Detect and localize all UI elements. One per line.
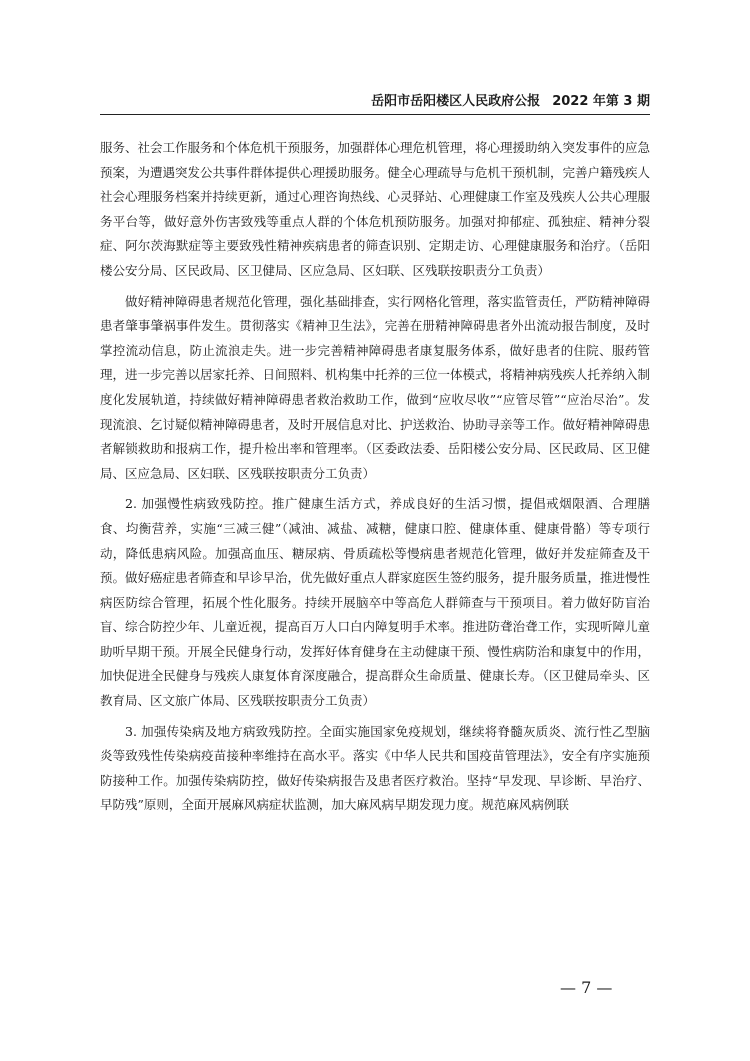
issue-number: 2022 年第 3 期 bbox=[552, 94, 650, 109]
page-number: — 7 — bbox=[560, 978, 613, 997]
publication-title: 岳阳市岳阳楼区人民政府公报 bbox=[371, 94, 541, 109]
paragraph-infectious-disease-prevention: 3. 加强传染病及地方病致残防控。全面实施国家免疫规划，继续将脊髓灰质炎、流行性乙型脑炎等致残性传染病疫苗接种率维持在高水平。落实《中华人民共和国疫苗管理法》，安全有序实施预防接种工作。加强传染病防控，做好传染病报告及患者医疗救治。坚持“早发现、早诊断、早治疗、早防残”原则，全面开展麻风病症状监测，加大麻风病早期发现力度。规范麻风病例联 bbox=[100, 723, 650, 813]
paragraph-mental-disorder-management: 做好精神障碍患者规范化管理，强化基础排查，实行网格化管理，落实监管责任，严防精神障碍患者肇事肇祸事件发生。贯彻落实《精神卫生法》，完善在册精神障碍患者外出流动报告制度，及时掌控流动信息，防止流浪走失。进一步完善精神障碍患者康复服务体系，做好患者的住院、服药管理，进一步完善以居家托养、日间照料、机构集中托养的三位一体模式，将精神病残疾人托养纳入制度化发展轨道，持续做好精神障碍患者救治救助工作，做到“应收尽收”“应管尽管”“应治尽治”。发现流浪、乞讨疑似精神障碍患者，及时开展信息对比、护送救治、协助寻亲等工作。做好精神障碍患者解锁救助和报病工作，提升检出率和管理率。（区委政法委、岳阳楼公安分局、区民政局、区卫健局、区应急局、区妇联、区残联按职责分工负责） bbox=[100, 293, 651, 481]
header-rule bbox=[100, 114, 650, 115]
paragraph-chronic-disease-prevention: 2. 加强慢性病致残防控。推广健康生活方式，养成良好的生活习惯，提倡戒烟限酒、合理膳食、均衡营养，实施“三减三健”（减油、减盐、减糖，健康口腔、健康体重、健康骨骼）等专项行动，降低患病风险。加强高血压、糖尿病、骨质疏松等慢病患者规范化管理，做好并发症筛查及干预。做好癌症患者筛查和早诊早治，优先做好重点人群家庭医生签约服务，提升服务质量，推进慢性病医防综合管理，拓展个性化服务。持续开展脑卒中等高危人群筛查与干预项目。着力做好防盲治盲、综合防控少年、儿童近视，提高百万人口白内障复明手术率。推进防聋治聋工作，实现听障儿童助听早期干预。开展全民健身行动，发挥好体育健身在主动健康干预、慢性病防治和康复中的作用，加快促进全民健身与残疾人康复体育深度融合，提高群众生命质量、健康长寿。（区卫健局牵头、区教育局、区文旅广体局、区残联按职责分工负责） bbox=[100, 496, 651, 709]
page-header bbox=[100, 90, 650, 112]
body-text bbox=[100, 136, 650, 824]
paragraph-continuation: 服务、社会工作服务和个体危机干预服务，加强群体心理危机管理，将心理援助纳入突发事件的应急预案，为遭遇突发公共事件群体提供心理援助服务。健全心理疏导与危机干预机制，完善户籍残疾人社会心理服务档案并持续更新，通过心理咨询热线、心灵驿站、心理健康工作室及残疾人公共心理服务平台等，做好意外伤害致残等重点人群的个体危机预防服务。加强对抑郁症、孤独症、精神分裂症、阿尔茨海默症等主要致残性精神疾病患者的筛查识别、定期走访、心理健康服务和治疗。（岳阳楼公安分局、区民政局、区卫健局、区应急局、区妇联、区残联按职责分工负责） bbox=[100, 140, 651, 278]
